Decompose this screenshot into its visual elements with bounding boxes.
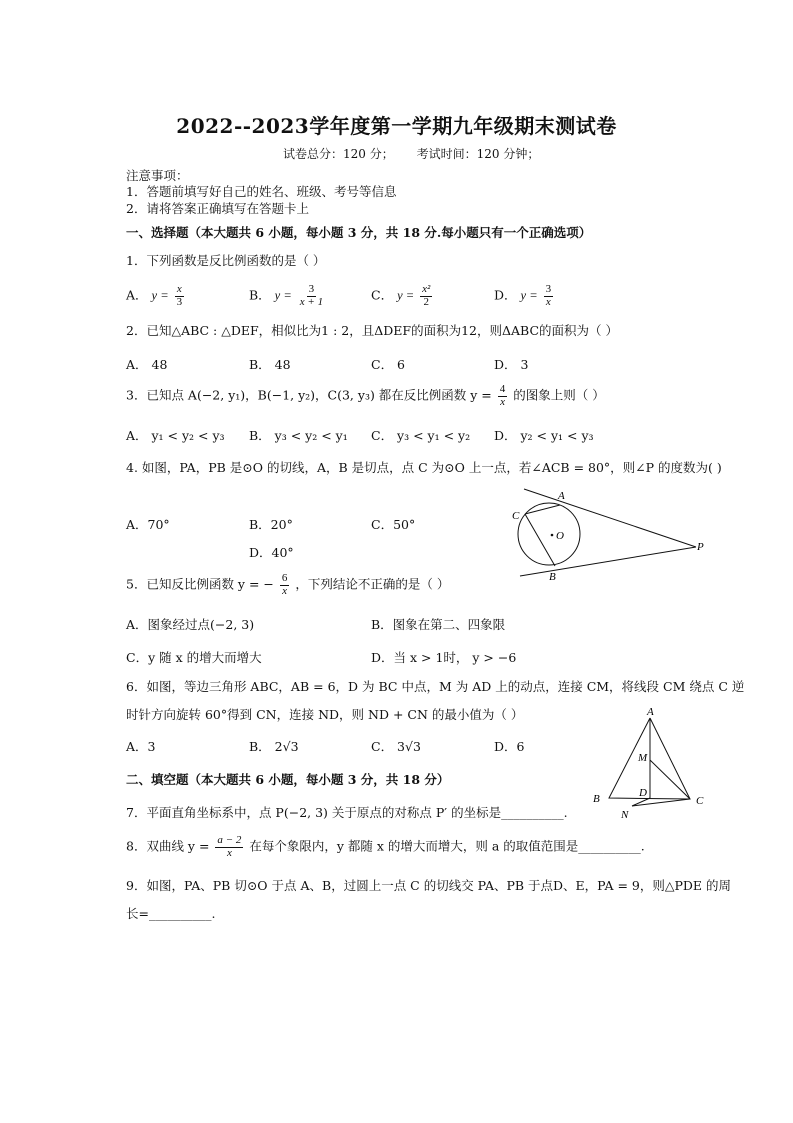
label-o: O: [556, 530, 564, 542]
numerator: x²: [422, 283, 431, 295]
q5-option-b: B．图象在第二、四象限: [371, 617, 506, 632]
equation-lhs: y =: [397, 288, 415, 303]
label-c: C: [696, 795, 704, 807]
q9-stem-line-1: 9．如图，PA、PB 切⊙O 于点 A、B，过圆上一点 C 的切线交 PA、PB 于点D、E，PA = 9，则△PDE 的周: [126, 878, 731, 893]
segment-cm: [650, 760, 690, 799]
q3-option-b: B． y₃ < y₂ < y₁: [249, 428, 348, 443]
equation-lhs: y =: [274, 288, 292, 303]
label-b: B: [593, 793, 600, 805]
q4-option-c: C．50°: [371, 517, 416, 532]
notice-item-2: 2．请将答案正确填写在答题卡上: [126, 201, 309, 216]
fraction: [215, 835, 243, 859]
denominator: x: [226, 846, 232, 859]
q6-option-c: C． 3√3: [371, 739, 421, 754]
numerator: 6: [281, 572, 288, 584]
option-label: B．: [249, 287, 271, 303]
denominator: x: [282, 584, 288, 597]
label-a: A: [558, 490, 565, 502]
label-n: N: [621, 809, 629, 821]
tangent-pa: [524, 489, 696, 547]
fraction: [280, 573, 290, 597]
q5-option-d: D．当 x > 1时， y > −6: [371, 650, 517, 665]
q1-option-a: [126, 284, 186, 308]
q3-option-d: D． y₂ < y₁ < y₃: [494, 428, 594, 443]
q1-option-d: [494, 284, 555, 308]
center-point: [551, 534, 554, 537]
q6-stem-line-1: 6．如图，等边三角形 ABC，AB = 6，D 为 BC 中点，M 为 AD 上的动点，连接 CM，将线段 CM 绕点 C 逆: [126, 679, 745, 694]
q5-stem: [126, 573, 449, 597]
q5-option-c: C．y 随 x 的增大而增大: [126, 650, 262, 665]
q2-stem: 2．已知△ABC : △DEF，相似比为1 : 2，且ΔDEF的面积为12，则ΔABC的面积为（ ）: [126, 323, 618, 338]
denominator: x + 1: [299, 295, 324, 308]
q2-option-a: A． 48: [126, 357, 168, 372]
fraction: [298, 284, 325, 308]
equation-lhs: y =: [151, 288, 169, 303]
q3-option-a: A． y₁ < y₂ < y₃: [126, 428, 225, 443]
fraction: [498, 384, 508, 408]
q8-stem-part-1: 8．双曲线 y =: [126, 838, 210, 854]
numerator: 4: [499, 383, 506, 395]
label-m: M: [638, 752, 648, 764]
option-label: A．: [126, 287, 148, 303]
q2-option-d: D． 3: [494, 357, 529, 372]
q1-option-c: [371, 284, 434, 308]
exam-subtitle: 试卷总分：120 分； 考试时间：120 分钟；: [283, 147, 540, 161]
q4-option-b: B．20°: [249, 517, 293, 532]
fraction: [420, 284, 432, 308]
exam-title: 2022--2023学年度第一学期九年级期末测试卷: [176, 114, 617, 138]
q3-stem-part-2: 的图象上则（ ）: [513, 387, 605, 403]
q3-stem: [126, 384, 605, 408]
q5-stem-part-1: 5．已知反比例函数 y = −: [126, 576, 274, 592]
label-c: C: [512, 510, 520, 522]
label-d: D: [639, 787, 647, 799]
q8-stem-part-2: 在每个象限内，y 都随 x 的增大而增大，则 a 的取值范围是__________.: [249, 838, 645, 854]
q8-stem: [126, 835, 645, 859]
section-1-heading: 一、选择题（本大题共 6 小题，每小题 3 分，共 18 分.每小题只有一个正确选项）: [126, 225, 592, 240]
equation-lhs: y =: [520, 288, 538, 303]
q6-stem-line-2: 时针方向旋转 60°得到 CN，连接 ND，则 ND + CN 的最小值为（ ）: [126, 707, 524, 722]
denominator: 3: [176, 295, 183, 308]
label-a: A: [647, 706, 654, 718]
q6-option-b: B． 2√3: [249, 739, 299, 754]
q6-figure-equilateral-triangle: [588, 702, 713, 824]
fraction: [175, 284, 185, 308]
q4-figure-circle-tangents: [500, 484, 710, 584]
q4-stem: 4. 如图，PA，PB 是⊙O 的切线，A，B 是切点，点 C 为⊙O 上一点，若∠ACB = 80°，则∠P 的度数为( ): [126, 460, 722, 475]
q9-stem-line-2: 长=__________.: [126, 906, 216, 921]
denominator: 2: [423, 295, 429, 308]
label-b: B: [549, 571, 556, 583]
denominator: x: [545, 295, 551, 308]
numerator: 3: [545, 283, 552, 295]
q3-option-c: C． y₃ < y₁ < y₂: [371, 428, 471, 443]
q2-option-c: C． 6: [371, 357, 405, 372]
option-label: D．: [494, 287, 517, 303]
q3-stem-part-1: 3．已知点 A(−2, y₁)，B(−1, y₂)，C(3, y₃) 都在反比例函数 y =: [126, 387, 492, 403]
q5-option-a: A．图象经过点(−2, 3): [126, 617, 255, 632]
q4-option-d: D．40°: [249, 545, 294, 560]
numerator: a − 2: [217, 834, 242, 846]
q6-option-d: D．6: [494, 739, 525, 754]
section-2-heading: 二、填空题（本大题共 6 小题，每小题 3 分，共 18 分）: [126, 772, 450, 787]
notice-item-1: 1．答题前填写好自己的姓名、班级、考号等信息: [126, 184, 397, 199]
q7-stem: 7．平面直角坐标系中，点 P(−2, 3) 关于原点的对称点 P′ 的坐标是__________.: [126, 805, 568, 820]
numerator: x: [176, 283, 182, 295]
q6-option-a: A．3: [126, 739, 156, 754]
q1-stem: 1．下列函数是反比例函数的是（ ）: [126, 253, 326, 268]
q2-option-b: B． 48: [249, 357, 291, 372]
notice-heading: 注意事项：: [126, 168, 189, 183]
denominator: x: [500, 395, 505, 408]
fraction: [544, 284, 554, 308]
label-p: P: [697, 541, 704, 553]
q5-stem-part-2: ，下列结论不正确的是（ ）: [295, 576, 450, 592]
q4-option-a: A．70°: [126, 517, 170, 532]
q1-option-b: [249, 284, 327, 308]
option-label: C．: [371, 287, 394, 303]
numerator: 3: [308, 283, 315, 295]
